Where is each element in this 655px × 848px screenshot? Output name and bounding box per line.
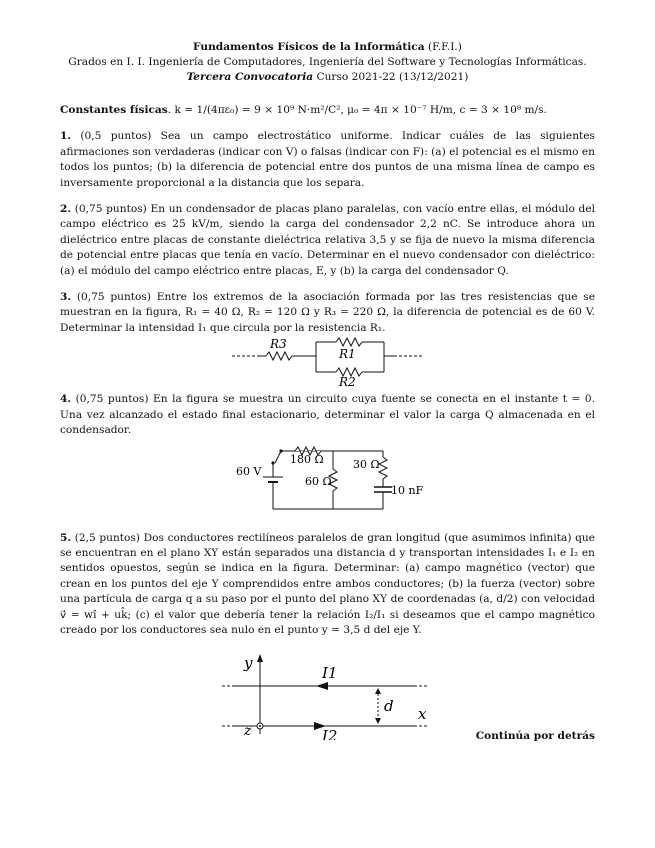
question-text: (0,75 puntos) En un condensador de placas plano paralelas, con vacío entre ellas, el módulo del campo eléctrico es 25 kV/m, siendo la carga del condensador 2,2 nC. Se introduce ahora un dieléctrico entre placas de constante dieléctrica relativa 3,5 y se fija de nuevo la misma diferencia de potencial entre placas que tenía en vacío. Determinar en el nuevo condensador con dieléctrico: (a) el módulo del campo eléctrico entre placas, E, y (b) la carga del condensador Q.	[60, 203, 595, 277]
course-title: Fundamentos Físicos de la Informática	[193, 41, 425, 53]
resistor-30	[379, 457, 387, 479]
label-capacitor: 10 nF	[390, 483, 423, 497]
question-2	[60, 202, 595, 279]
physical-constants	[60, 103, 595, 118]
resistor-r3	[266, 352, 292, 360]
exam-page	[60, 40, 595, 740]
question-number: 2.	[60, 203, 72, 216]
resistor-network-figure	[228, 336, 428, 386]
exam-header	[60, 40, 595, 85]
label-y-axis: y	[243, 654, 252, 673]
question-text: (0,75 puntos) En la figura se muestra un circuito cuya fuente se conecta en el instante t = 0. Una vez alcanzado el estado final estacionario, determinar el valor la carga Q almacenada en el condensador.	[60, 393, 595, 437]
constants-label: Constantes físicas	[60, 104, 168, 116]
title-line	[60, 40, 595, 55]
current-i1-arrow	[316, 682, 328, 690]
question-text: (0,75 puntos) Entre los extremos de la asociación formada por las tres resistencias que se muestran en la figura, R₁ = 40 Ω, R₂ = 120 Ω y R₃ = 220 Ω, la diferencia de potencial es de 60 V. Determinar la intensidad I₁ que circula por la resistencia R₁.	[60, 291, 595, 334]
constants-text: . k = 1/(4πε₀) = 9 × 10⁹ N·m²/C², μ₀ = 4π × 10⁻⁷ H/m, c = 3 × 10⁸ m/s.	[167, 104, 547, 116]
label-r3: R3	[269, 337, 287, 352]
question-5	[60, 531, 595, 639]
question-text: (0,5 puntos) Sea un campo electrostático uniforme. Indicar cuáles de las siguientes afirmaciones son verdaderas (indicar con V) o falsas (indicar con F): (a) el potencial es el mismo en todos los puntos; (b) la diferencia de potencial entre dos puntos de una misma línea de campo es inversamente proporcional a la distancia que los separa.	[60, 130, 595, 189]
switch	[275, 451, 281, 463]
question-number: 5.	[60, 531, 72, 544]
rc-circuit-figure	[233, 441, 423, 517]
label-r-30: 30 Ω	[352, 457, 380, 471]
label-r1: R1	[338, 347, 356, 362]
label-r-180: 180 Ω	[289, 452, 324, 466]
question-text: (2,5 puntos) Dos conductores rectilíneos paralelos de gran longitud (que asumimos infinita) que se encuentran en el plano XY están separados una distancia d y transportan intensidades I₁ e I₂ en sentidos opuestos, según se indica en la figura. Determinar: (a) campo magnético (vector) que crean en los puntos del eje Y comprendidos entre ambos conductores; (b) la fuerza (vector) sobre una partícula de carga q a su paso por el punto del plano XY de coordenadas (a, d/2) con velocidad v⃗ = wî + uk̂; (c) el valor que debería tener la relación I₂/I₁ si deseamos que el campo magnético creado por los conductores sea nulo en el punto y = 3,5 d del eje Y.	[60, 531, 595, 636]
question-4	[60, 392, 595, 438]
continue-note: Continúa por detrás	[475, 730, 595, 742]
label-i2: I2	[321, 727, 337, 741]
parallel-conductors-figure	[218, 650, 438, 740]
label-r-60: 60 Ω	[304, 474, 332, 488]
label-z-axis: z	[243, 723, 251, 740]
convocatoria-line	[60, 70, 595, 85]
course-date: Curso 2021-22 (13/12/2021)	[313, 71, 469, 83]
degrees-line: Grados en I. I. Ingeniería de Computadores, Ingeniería del Software y Tecnologías Informáticas.	[68, 56, 587, 68]
question-1	[60, 129, 595, 191]
course-abbr: (F.F.I.)	[424, 41, 462, 53]
question-number: 3.	[60, 291, 72, 304]
label-d: d	[383, 697, 394, 716]
convocatoria: Tercera Convocatoria	[186, 71, 314, 83]
question-number: 1.	[60, 130, 72, 143]
resistor-r1	[336, 338, 362, 346]
label-r2: R2	[338, 375, 356, 387]
label-x-axis: x	[417, 705, 426, 724]
question-3	[60, 290, 595, 336]
label-source: 60 V	[235, 464, 261, 478]
question-number: 4.	[60, 393, 72, 406]
label-i1: I1	[321, 664, 337, 683]
